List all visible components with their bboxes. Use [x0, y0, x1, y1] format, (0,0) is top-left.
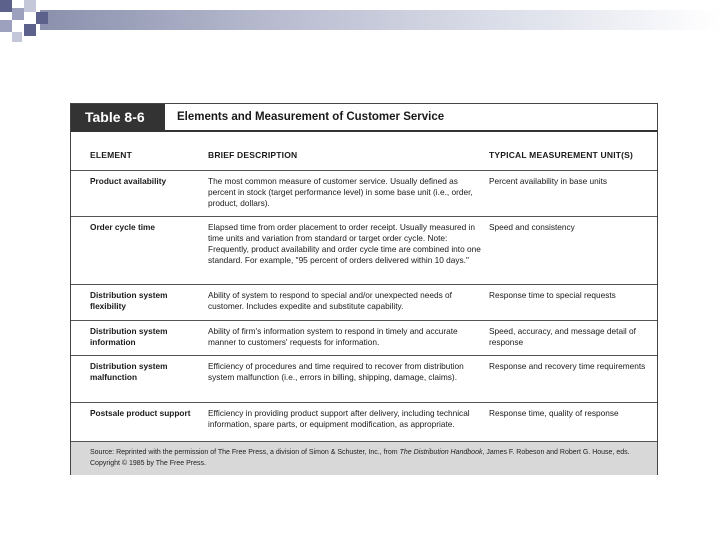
row-measurement: Response and recovery time requirements [489, 361, 646, 371]
table-row [71, 285, 657, 321]
table-title: Elements and Measurement of Customer Service [177, 111, 445, 123]
source-book-title: The Distribution Handbook [399, 449, 483, 456]
row-measurement: Speed, accuracy, and message detail of response [489, 326, 636, 347]
banner-square [0, 20, 12, 32]
row-element: Postsale product support [90, 408, 191, 418]
customer-service-table [70, 103, 658, 475]
table-row [71, 217, 657, 285]
row-element: Order cycle time [90, 222, 156, 232]
row-measurement: Speed and consistency [489, 222, 575, 232]
banner-square [12, 32, 22, 42]
row-element: Distribution system flexibility [90, 290, 168, 311]
row-description: Ability of firm's information system to respond in timely and accurate manner to customers' requests for information. [208, 326, 458, 347]
row-description: Efficiency in providing product support after delivery, including technical information, spare parts, or equipment modification, as appropriate. [208, 408, 470, 429]
row-element: Distribution system information [90, 326, 168, 347]
source-prefix: Source: Reprinted with the permission of The Free Press, a division of Simon & Schuster, Inc., from [90, 449, 398, 456]
row-description: Efficiency of procedures and time required to recover from distribution system malfunction (i.e., errors in billing, shipping, damage, claims). [208, 361, 464, 382]
banner-gradient [40, 10, 720, 30]
banner-square [24, 24, 36, 36]
table-header-row [71, 132, 657, 171]
table-row [71, 356, 657, 403]
decorative-banner [0, 0, 720, 50]
row-description: Ability of system to respond to special and/or unexpected needs of customer. Includes expedite and substitute capability. [208, 290, 452, 311]
banner-square [36, 12, 48, 24]
row-description: Elapsed time from order placement to order receipt. Usually measured in time units and variation from standard or target order cycle. Note: Frequently, product availability and order cycle time are combined into one standard. For example, "95 percent of orders delivered within 10 days." [208, 222, 481, 265]
table-row [71, 171, 657, 217]
source-suffix: , James F. Robeson and Robert G. House, eds. Copyright © 1985 by The Free Press. [90, 449, 630, 467]
header-measurement: TYPICAL MEASUREMENT UNIT(S) [489, 150, 634, 160]
banner-square [0, 0, 12, 12]
table-number: Table 8-6 [71, 104, 165, 130]
banner-square [24, 0, 36, 12]
banner-square [12, 8, 24, 20]
header-element: ELEMENT [90, 150, 133, 160]
row-description: The most common measure of customer service. Usually defined as percent in stock (target performance level) in some base unit (i.e., order, product, dollars). [208, 176, 473, 208]
row-element: Distribution system malfunction [90, 361, 168, 382]
table-row [71, 321, 657, 356]
row-measurement: Response time, quality of response [489, 408, 619, 418]
table-source-note [71, 441, 657, 475]
row-measurement: Response time to special requests [489, 290, 616, 300]
row-measurement: Percent availability in base units [489, 176, 608, 186]
header-description: BRIEF DESCRIPTION [208, 150, 298, 160]
table-title-bar [71, 104, 657, 132]
row-element: Product availability [90, 176, 167, 186]
